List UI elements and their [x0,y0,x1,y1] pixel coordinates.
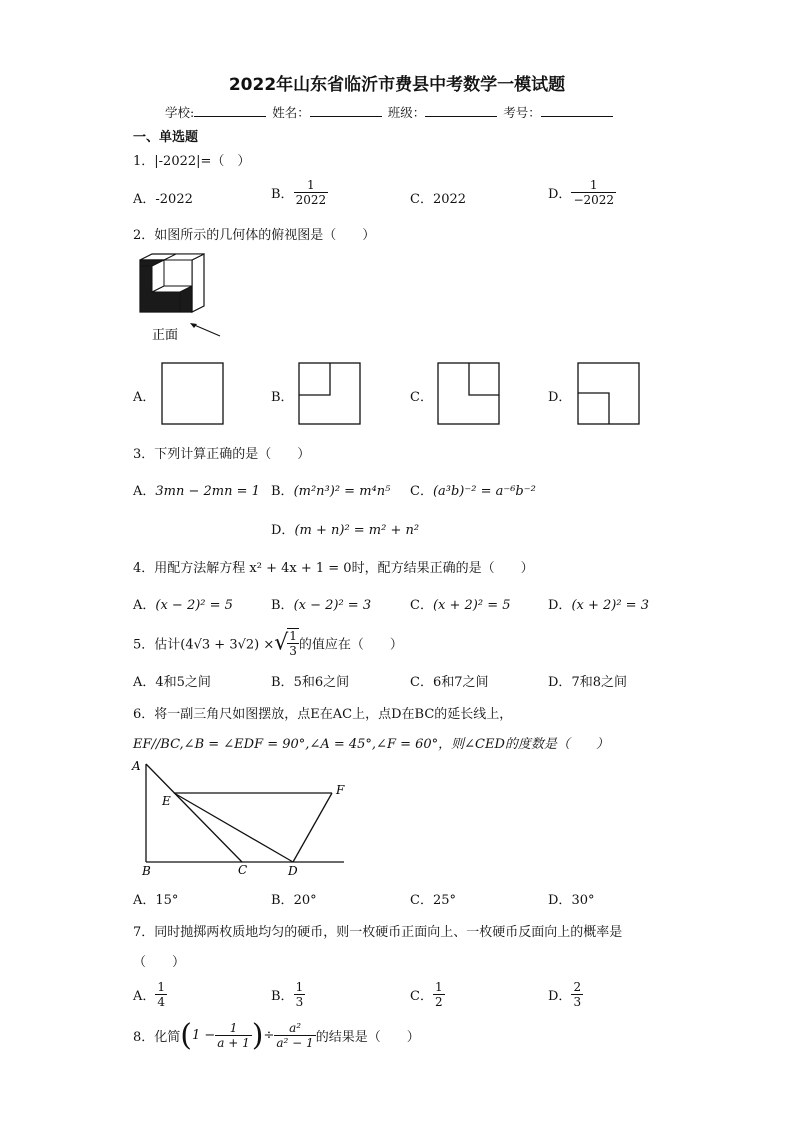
point-b-label: B [142,864,151,878]
q7-option-c[interactable] [410,980,445,1009]
point-e-label: E [162,794,171,808]
q5-sqrt-sign: √ [274,630,289,656]
q1-b-fraction [294,178,329,207]
q8-f1-num: 1 [229,1021,238,1035]
q3-b-text: (m²n³)² = m⁴n⁵ [293,484,391,499]
q7-c-fraction [433,980,445,1009]
point-c-label: C [238,863,248,877]
q5-stem [133,628,403,658]
q1-c-text: 2022 [432,192,467,207]
q1-option-a[interactable] [133,188,193,207]
q7-d-num: 2 [573,980,582,994]
q7-c-label: C． [410,989,433,1004]
q6-option-a[interactable] [133,889,178,908]
q7-d-den: 3 [573,995,582,1009]
q5-stem-post: 的值应在（ ） [298,637,403,653]
q7-a-fraction [155,980,167,1009]
q5-c-text: 6和7之间 [432,675,489,690]
line-ac [146,764,242,862]
q5-d-text: 7和8之间 [571,675,627,690]
q5-option-b[interactable] [271,671,349,690]
q8-left-paren: ( [180,1018,192,1053]
q3-c-label: C． [410,484,433,499]
q3-stem: 3．下列计算正确的是（ ） [133,447,311,462]
page-title: 2022年山东省临沂市费县中考数学一模试题 [228,75,566,95]
q1-option-d[interactable] [548,178,616,207]
q1-d-den: −2022 [573,193,615,207]
q5-option-a[interactable] [133,671,211,690]
q5-b-label: B． [271,675,294,690]
name-label: 姓名： [272,105,310,120]
q5-d-label: D． [548,675,572,690]
q4-option-a[interactable] [133,594,233,613]
q2-option-a-figure[interactable] [161,362,225,426]
q8-f2-num: a² [289,1021,302,1035]
q3-b-label: B． [271,484,294,499]
number-blank[interactable] [541,104,613,117]
q3-option-b[interactable] [271,480,390,499]
q1-d-num: 1 [589,178,598,192]
q6-option-c[interactable] [410,889,456,908]
front-label: 正面 [152,328,179,343]
q6-d-label: D． [548,893,572,908]
line-ed [174,793,293,862]
q6-triangle-figure [128,756,352,880]
q4-option-b[interactable] [271,594,371,613]
class-blank[interactable] [425,104,497,117]
q1-option-b[interactable] [271,178,328,207]
q6-c-label: C． [410,893,433,908]
q1-b-num: 1 [307,178,315,192]
q8-stem-post: 的结果是（ ） [315,1030,420,1045]
q5-option-c[interactable] [410,671,489,690]
school-blank[interactable] [194,104,266,117]
q6-a-label: A． [133,893,156,908]
q3-c-text: (a³b)⁻² = a⁻⁶b⁻² [432,484,536,499]
q1-b-den: 2022 [295,193,327,207]
q1-stem: 1．|-2022|=（ ） [133,154,251,169]
q5-root-fraction [287,628,299,658]
point-a-label: A [132,759,141,773]
q7-b-num: 1 [295,980,304,994]
q4-option-c[interactable] [410,594,511,613]
q6-stem-line1: 6．将一副三角尺如图摆放，点E在AC上，点D在BC的延长线上， [133,707,513,722]
q8-right-paren: ) [251,1018,264,1053]
q6-option-d[interactable] [548,889,594,908]
q1-option-c[interactable] [410,188,466,207]
q4-d-text: (x + 2)² = 3 [571,598,649,613]
q8-fraction-1 [215,1021,251,1050]
q5-stem-pre: 5．估计(4√3 + 3√2) × [133,637,275,653]
number-label: 考号： [503,105,541,120]
q2-option-c-figure[interactable] [437,362,501,426]
q1-c-label: C． [410,192,433,207]
q7-a-num: 1 [157,980,166,994]
q5-a-label: A． [133,675,156,690]
q4-b-text: (x − 2)² = 3 [293,598,372,613]
q7-a-den: 4 [157,995,166,1009]
q7-option-d[interactable] [548,980,583,1009]
q8-f2-den: a² − 1 [276,1036,314,1050]
notch-back-face [164,260,192,286]
q4-d-label: D． [548,598,572,613]
front-arrow-line [192,324,220,336]
q7-d-fraction [571,980,583,1009]
q5-option-d[interactable] [548,671,627,690]
q2-solid-figure [130,250,230,346]
q8-fraction-2 [274,1021,315,1050]
q7-b-den: 3 [295,995,304,1009]
line-fd [293,793,332,862]
notch-side [152,260,164,292]
q4-a-text: (x − 2)² = 5 [155,598,233,613]
q4-c-label: C． [410,598,433,613]
q8-f1-den: a + 1 [217,1036,250,1050]
q5-c-label: C． [410,675,433,690]
q1-a-text: -2022 [155,192,193,207]
q3-option-d[interactable] [271,519,419,538]
q3-a-text: 3mn − 2mn = 1 [155,484,260,499]
q8-stem [133,1018,420,1053]
point-d-label: D [288,864,298,878]
q2-b-label: B． [271,390,294,405]
q3-option-c[interactable] [410,480,536,499]
q7-a-label: A． [133,989,156,1004]
q5-b-text: 5和6之间 [293,675,350,690]
q3-d-label: D． [271,523,295,538]
q4-b-label: B． [271,598,294,613]
q7-d-label: D． [548,989,572,1004]
q4-a-label: A． [133,598,156,613]
q3-a-label: A． [133,484,156,499]
class-label: 班级： [387,105,426,120]
q7-stem-line2: （ ） [133,955,186,970]
q6-b-label: B． [271,893,294,908]
q5-a-text: 4和5之间 [155,675,211,690]
q6-option-b[interactable] [271,889,317,908]
q1-a-label: A． [133,192,156,207]
q2-option-b-figure[interactable] [298,362,362,426]
q7-c-den: 2 [434,995,443,1009]
q2-stem: 2．如图所示的几何体的俯视图是（ ） [133,228,376,243]
q1-d-fraction [571,178,616,207]
q7-b-label: B． [271,989,294,1004]
q5-root-num: 1 [289,629,297,643]
q6-stem-line2: EF//BC,∠B = ∠EDF = 90°,∠A = 45°,∠F = 60°，则∠CED的度数是（ ） [133,737,609,752]
q5-root-den: 3 [289,644,297,658]
q6-a-text: 15° [155,893,179,908]
student-info-line [165,103,615,121]
q8-one-minus: 1 − [192,1028,216,1043]
q4-option-d[interactable] [548,594,649,613]
q2-d-label: D． [548,390,572,405]
q3-d-text: (m + n)² = m² + n² [294,523,420,538]
q2-a-label: A． [133,390,156,405]
point-f-label: F [336,783,345,797]
q6-d-text: 30° [571,893,595,908]
section-heading: 一、单选题 [133,130,199,145]
q7-b-fraction [294,980,306,1009]
q7-option-a[interactable] [133,980,167,1009]
school-label: 学校: [165,105,195,120]
q2-c-label: C． [410,390,433,405]
q3-option-a[interactable] [133,480,260,499]
q6-b-text: 20° [293,893,317,908]
q7-c-num: 1 [434,980,443,994]
q8-divide: ÷ [263,1028,275,1043]
q4-c-text: (x + 2)² = 5 [432,598,511,613]
q7-option-b[interactable] [271,980,305,1009]
q4-stem: 4．用配方法解方程 x² + 4x + 1 = 0时，配方结果正确的是（ ） [133,561,534,576]
q1-b-label: B． [271,187,294,202]
q2-option-d-figure[interactable] [577,362,641,426]
q6-c-text: 25° [432,893,456,908]
q8-stem-pre: 8．化简 [133,1030,181,1045]
solid-right-face [192,254,204,312]
q1-d-label: D． [548,187,572,202]
q7-stem-line1: 7．同时抛掷两枚质地均匀的硬币，则一枚硬币正面向上、一枚硬币反面向上的概率是 [133,925,623,940]
name-blank[interactable] [310,104,382,117]
